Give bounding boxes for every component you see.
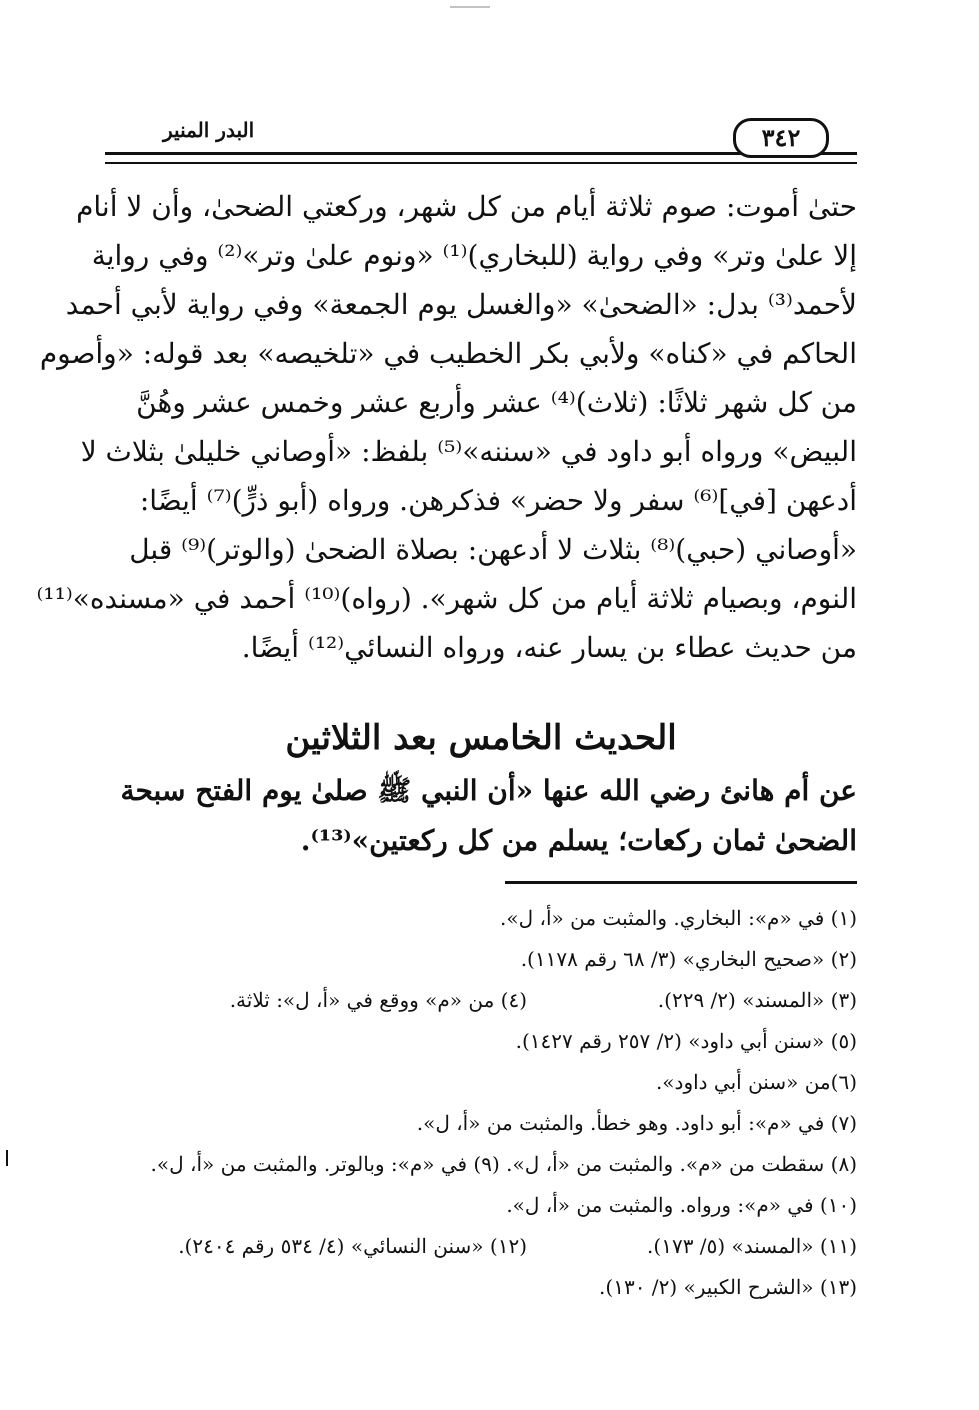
footnote-8-9: (٨) سقطت من «م». والمثبت من «أ، ل». (٩) في «م»: وبالوتر. والمثبت من «أ، ل». <box>150 1152 857 1176</box>
body-line: أدعهن [في]⁽⁶⁾ سفر ولا حضر» فذكرهن. ورواه (أبو ذرٍّ)⁽⁷⁾ أيضًا: <box>139 484 857 517</box>
footnote-line <box>105 1185 857 1226</box>
body-line: من كل شهر ثلاثًا: (ثلاث)⁽⁴⁾ عشر وأربع عشر وخمس عشر وهُنَّ <box>136 386 857 419</box>
main-text <box>36 182 857 866</box>
footnote-13: (١٣) «الشرح الكبير» (٢/ ١٣٠). <box>599 1275 857 1299</box>
body-line: «أوصاني (حبي)⁽⁸⁾ بثلاث لا أدعهن: بصلاة الضحىٰ (والوتر)⁽⁹⁾ قبل <box>129 533 857 566</box>
footnote-line <box>105 980 857 1021</box>
footnote-3: (٣) «المسند» (٢/ ٢٢٩). <box>657 988 857 1012</box>
footnote-12: (١٢) «سنن النسائي» (٤/ ٥٣٤ رقم ٢٤٠٤). <box>178 1234 527 1258</box>
footnote-2: (٢) «صحيح البخاري» (٣/ ٦٨ رقم ١١٧٨). <box>520 947 857 971</box>
footnote-line <box>105 898 857 939</box>
body-line: من حديث عطاء بن يسار عنه، ورواه النسائي⁽¹²⁾ أيضًا. <box>241 631 857 664</box>
footnote-11: (١١) «المسند» (٥/ ١٧٣). <box>647 1234 857 1258</box>
footnote-separator <box>505 881 857 884</box>
body-line: حتىٰ أموت: صوم ثلاثة أيام من كل شهر، وركعتي الضحىٰ، وأن لا أنام <box>76 190 857 223</box>
hadith-line: الضحىٰ ثمان ركعات؛ يسلم من كل ركعتين»⁽¹³⁾. <box>300 824 857 857</box>
page-number: ٣٤٢ <box>733 118 829 158</box>
footnote-line <box>105 1144 857 1185</box>
footnote-5: (٥) «سنن أبي داود» (٢/ ٢٥٧ رقم ١٤٢٧). <box>515 1029 857 1053</box>
footnote-7: (٧) في «م»: أبو داود. وهو خطأ. والمثبت من «أ، ل». <box>416 1111 857 1135</box>
footnote-4: (٤) من «م» ووقع في «أ، ل»: ثلاثة. <box>229 988 527 1012</box>
footnote-line <box>105 1062 857 1103</box>
page-header <box>105 118 857 162</box>
footnote-line <box>105 1103 857 1144</box>
footnotes <box>105 898 857 1308</box>
body-line: إلا علىٰ وتر» وفي رواية (للبخاري)⁽¹⁾ «ونوم علىٰ وتر»⁽²⁾ وفي رواية <box>91 239 857 272</box>
footnote-line <box>105 939 857 980</box>
footnote-line <box>105 1267 857 1308</box>
footnote-line <box>105 1021 857 1062</box>
footnote-1: (١) في «م»: البخاري. والمثبت من «أ، ل». <box>500 906 857 930</box>
top-margin-mark <box>450 6 490 8</box>
margin-tick <box>6 1150 8 1166</box>
footnote-6: (٦)من «سنن أبي داود». <box>655 1070 857 1094</box>
footnote-10: (١٠) في «م»: ورواه. والمثبت من «أ، ل». <box>506 1193 857 1217</box>
body-line: لأحمد⁽³⁾ بدل: «الضحىٰ» «والغسل يوم الجمعة» وفي رواية لأبي أحمد <box>65 288 857 321</box>
body-line: الحاكم في «كناه» ولأبي بكر الخطيب في «تلخيصه» بعد قوله: «وأصوم <box>39 337 857 370</box>
hadith-line: عن أم هانئ رضي الله عنها «أن النبي ﷺ صلىٰ يوم الفتح سبحة <box>120 774 857 807</box>
section-heading: الحديث الخامس بعد الثلاثين <box>285 718 677 758</box>
body-line: البيض» ورواه أبو داود في «سننه»⁽⁵⁾ بلفظ: «أوصاني خليلىٰ بثلاث لا <box>80 435 857 468</box>
running-title: البدر المنير <box>155 118 262 142</box>
footnote-line <box>105 1226 857 1267</box>
body-line: النوم، وبصيام ثلاثة أيام من كل شهر». (رواه)⁽¹⁰⁾ أحمد في «مسنده»⁽¹¹⁾ <box>36 582 857 615</box>
